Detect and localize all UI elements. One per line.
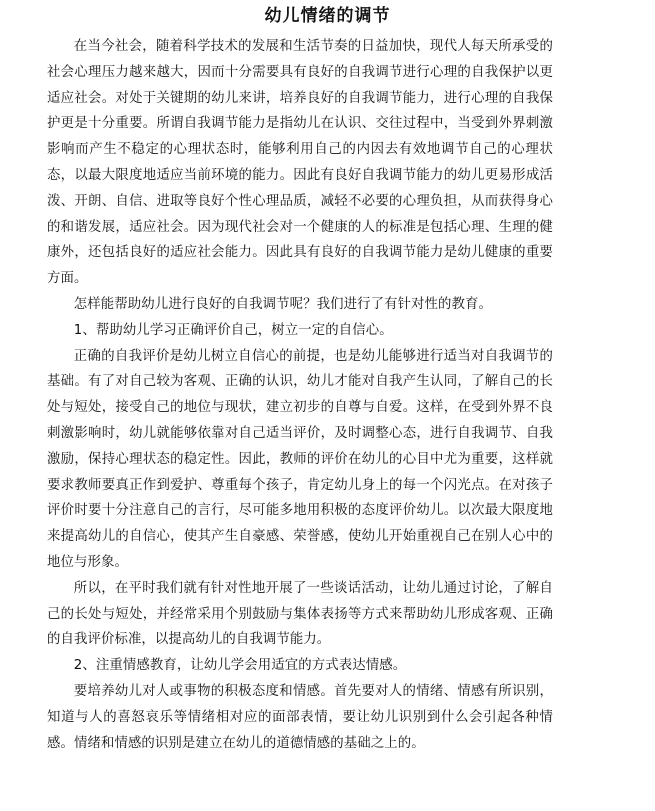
paragraph-question: 怎样能帮助幼儿进行良好的自我调节呢？我们进行了有针对性的教育。 — [73, 296, 493, 312]
paragraph-discussion-activities: 所以，在平时我们就有针对性地开展了一些谈话活动，让幼儿通过讨论，了解自己的长处与短处，并经常采用个别鼓励与集体表扬等方式来帮助幼儿形成客观、正确的自我评价标准，以提高幼儿的自我调节能力。 — [47, 580, 553, 648]
heading-section-2: 2、注重情感教育，让幼儿学会用适宜的方式表达情感。 — [73, 658, 407, 674]
document-title: 幼儿情绪的调节 — [264, 6, 391, 26]
paragraph-emotional-education: 要培养幼儿对人或事物的积极态度和情感。首先要对人的情绪、情感有所识别，知道与人的喜怒哀乐等情绪相对应的面部表情，要让幼儿识别到什么会引起各种情感。情绪和情感的识别是建立在幼儿的道德情感的基础之上的。 — [47, 683, 553, 751]
heading-section-1: 1、帮助幼儿学习正确评价自己，树立一定的自信心。 — [73, 322, 393, 338]
paragraph-intro: 在当今社会，随着科学技术的发展和生活节奏的日益加快，现代人每天所承受的社会心理压力越来越大，因而十分需要具有良好的自我调节进行心理的自我保护以更适应社会。对处于关键期的幼儿来讲，培养良好的自我调节能力，进行心理的自我保护更是十分重要。所谓自我调节能力是指幼儿在认识、交往过程中，当受到外界刺激影响而产生不稳定的心理状态时，能够利用自己的内因去有效地调节自己的心理状态，以最大限度地适应当前环境的能力。因此有良好自我调节能力的幼儿更易形成活泼、开朗、自信、进取等良好个性心理品质，减轻不必要的心理负担，从而获得身心的和谐发展，适应社会。因为现代社会对一个健康的人的标准是包括心理、生理的健康外，还包括良好的适应社会能力。因此具有良好的自我调节能力是幼儿健康的重要方面。 — [47, 39, 553, 287]
document-body — [47, 34, 553, 756]
paragraph-self-evaluation: 正确的自我评价是幼儿树立自信心的前提，也是幼儿能够进行适当对自我调节的基础。有了对自己较为客观、正确的认识，幼儿才能对自我产生认同，了解自己的长处与短处，接受自己的地位与现状，建立初步的自尊与自爱。这样，在受到外界不良刺激影响时，幼儿就能够依靠对自己适当评价，及时调整心态，进行自我调节、自我激励，保持心理状态的稳定性。因此，教师的评价在幼儿的心目中尤为重要，这样就要求教师要真正作到爱护、尊重每个孩子，肯定幼儿身上的每一个闪光点。在对孩子评价时要十分注意自己的言行，尽可能多地用积极的态度评价幼儿。以次最大限度地来提高幼儿的自信心，使其产生自豪感、荣誉感，使幼儿开始重视自己在别人心中的地位与形象。 — [47, 348, 553, 570]
